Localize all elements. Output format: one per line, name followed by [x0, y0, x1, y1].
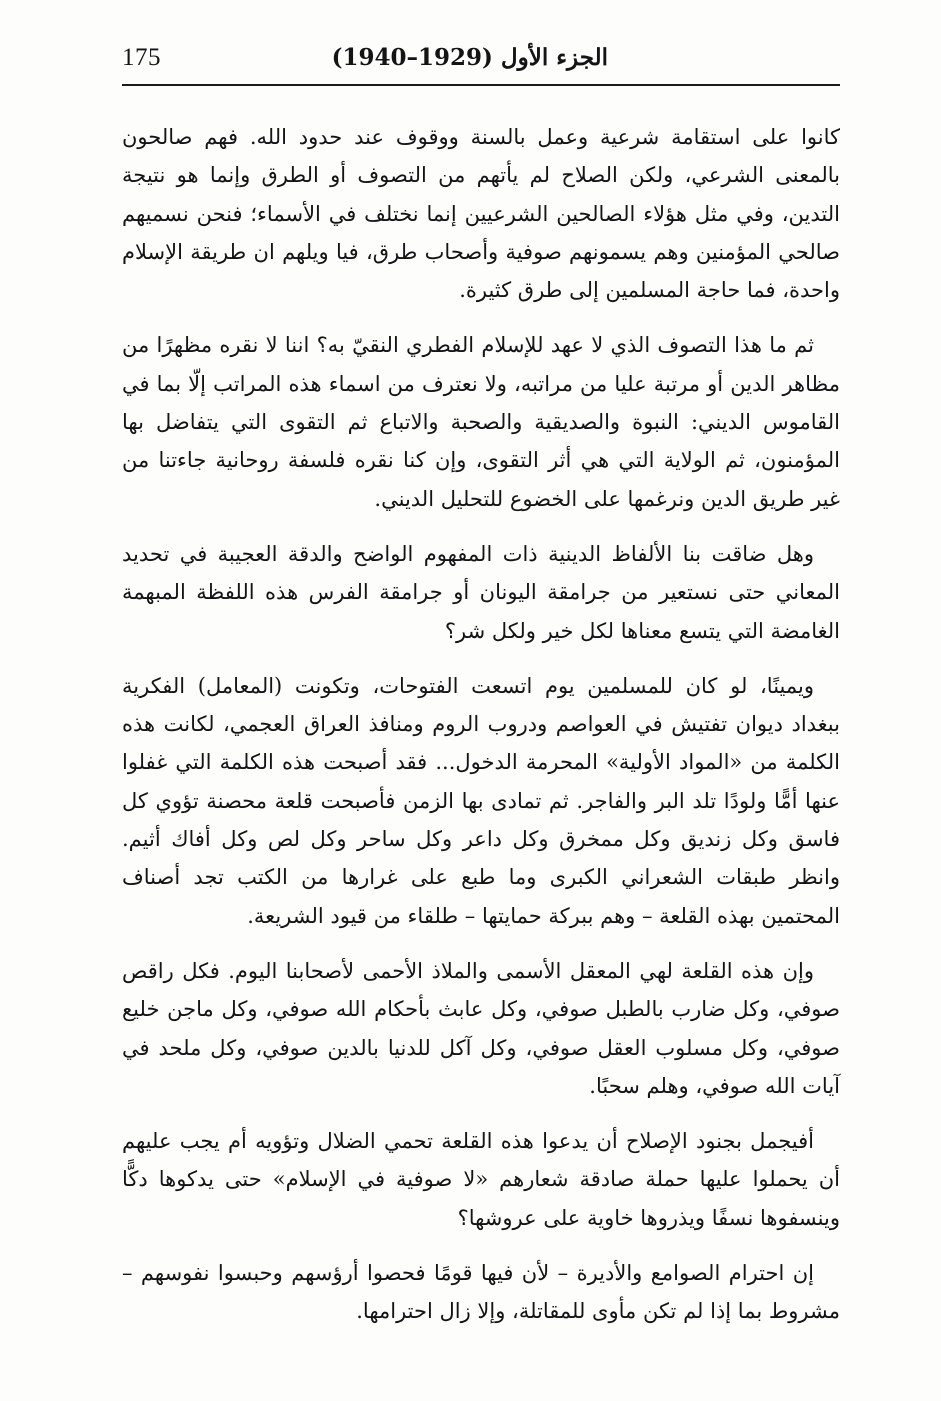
page-header: [122, 40, 840, 84]
paragraph-7: إن احترام الصوامع والأديرة – لأن فيها قومًا فحصوا أرؤسهم وحبسوا نفوسهم – مشروط بما إذا لم تكن مأوى للمقاتلة، وإلا زال احترامها.: [122, 1261, 840, 1324]
body-text: [122, 118, 840, 1348]
header-rule: [122, 84, 840, 86]
paragraph-3: وهل ضاقت بنا الألفاظ الدينية ذات المفهوم الواضح والدقة العجيبة في تحديد المعاني حتى نستعير من جرامقة اليونان أو جرامقة الفرس هذه اللفظة المبهمة الغامضة التي يتسع معناها لكل خير ولكل شر؟: [122, 541, 840, 643]
paragraph-1: كانوا على استقامة شرعية وعمل بالسنة ووقوف عند حدود الله. فهم صالحون بالمعنى الشرعي، ولكن الصلاح لم يأتهم من التصوف أو الطرق وإنما هو نتيجة التدين، وفي مثل هؤلاء الصالحين الشرعيين إنما نختلف في الأسماء؛ فنحن نسميهم صالحي المؤمنين وهم يسمونهم صوفية وأصحاب طرق، فيا ويلهم ان طريقة الإسلام واحدة، فما حاجة المسلمين إلى طرق كثيرة.: [122, 125, 840, 303]
page-number: 175: [122, 44, 161, 71]
paragraph-6: أفيجمل بجنود الإصلاح أن يدعوا هذه القلعة تحمي الضلال وتؤويه أم يجب عليهم أن يحملوا عليها حملة صادقة شعارهم «لا صوفية في الإسلام» حتى يدكوها دكًّا وينسفوها نسفًا ويذروها خاوية على عروشها؟: [122, 1129, 840, 1230]
running-head: الجزء الأول (1929–1940): [331, 44, 608, 71]
paragraph-2: ثم ما هذا التصوف الذي لا عهد للإسلام الفطري النقيّ به؟ اننا لا نقره مظهرًا من مظاهر الدين أو مرتبة عليا من مراتبه، ولا نعترف من اسماء هذه المراتب إلّا بما في القاموس الديني: النبوة والصديقية والصحبة والاتباع ثم التقوى التي يتفاضل بها المؤمنون، ثم الولاية التي هي أثر التقوى، وإن كنا نقره فلسفة روحانية جاءتنا من غير طريق الدين ونرغمها على الخضوع للتحليل الديني.: [122, 333, 840, 511]
paragraph-5: وإن هذه القلعة لهي المعقل الأسمى والملاذ الأحمى لأصحابنا اليوم. فكل راقص صوفي، وكل ضارب بالطبل صوفي، وكل عابث بأحكام الله صوفي، وكل ماجن خليع صوفي، وكل مسلوب العقل صوفي، وكل آكل للدنيا بالدين صوفي، وكل ملحد في آيات الله صوفي، وهلم سحبًا.: [122, 958, 840, 1098]
paragraph-4: ويمينًا، لو كان للمسلمين يوم اتسعت الفتوحات، وتكونت (المعامل) الفكرية ببغداد ديوان تفتيش في العواصم ودروب الروم ومنافذ العراق العجمي، لكانت هذه الكلمة من «المواد الأولية» المحرمة الدخول... فقد أصبحت هذه الكلمة التي غفلوا عنها أمًّا ولودًا تلد البر والفاجر. ثم تمادى بها الزمن فأصبحت قلعة محصنة تؤوي كل فاسق وكل زنديق وكل ممخرق وكل داعر وكل ساحر وكل لص وكل أفاك أثيم. وانظر طبقات الشعراني الكبرى وما طبع على غرارها من الكتب تجد أصناف المحتمين بهذه القلعة – وهم ببركة حمايتها – طلقاء من قيود الشريعة.: [122, 673, 840, 928]
